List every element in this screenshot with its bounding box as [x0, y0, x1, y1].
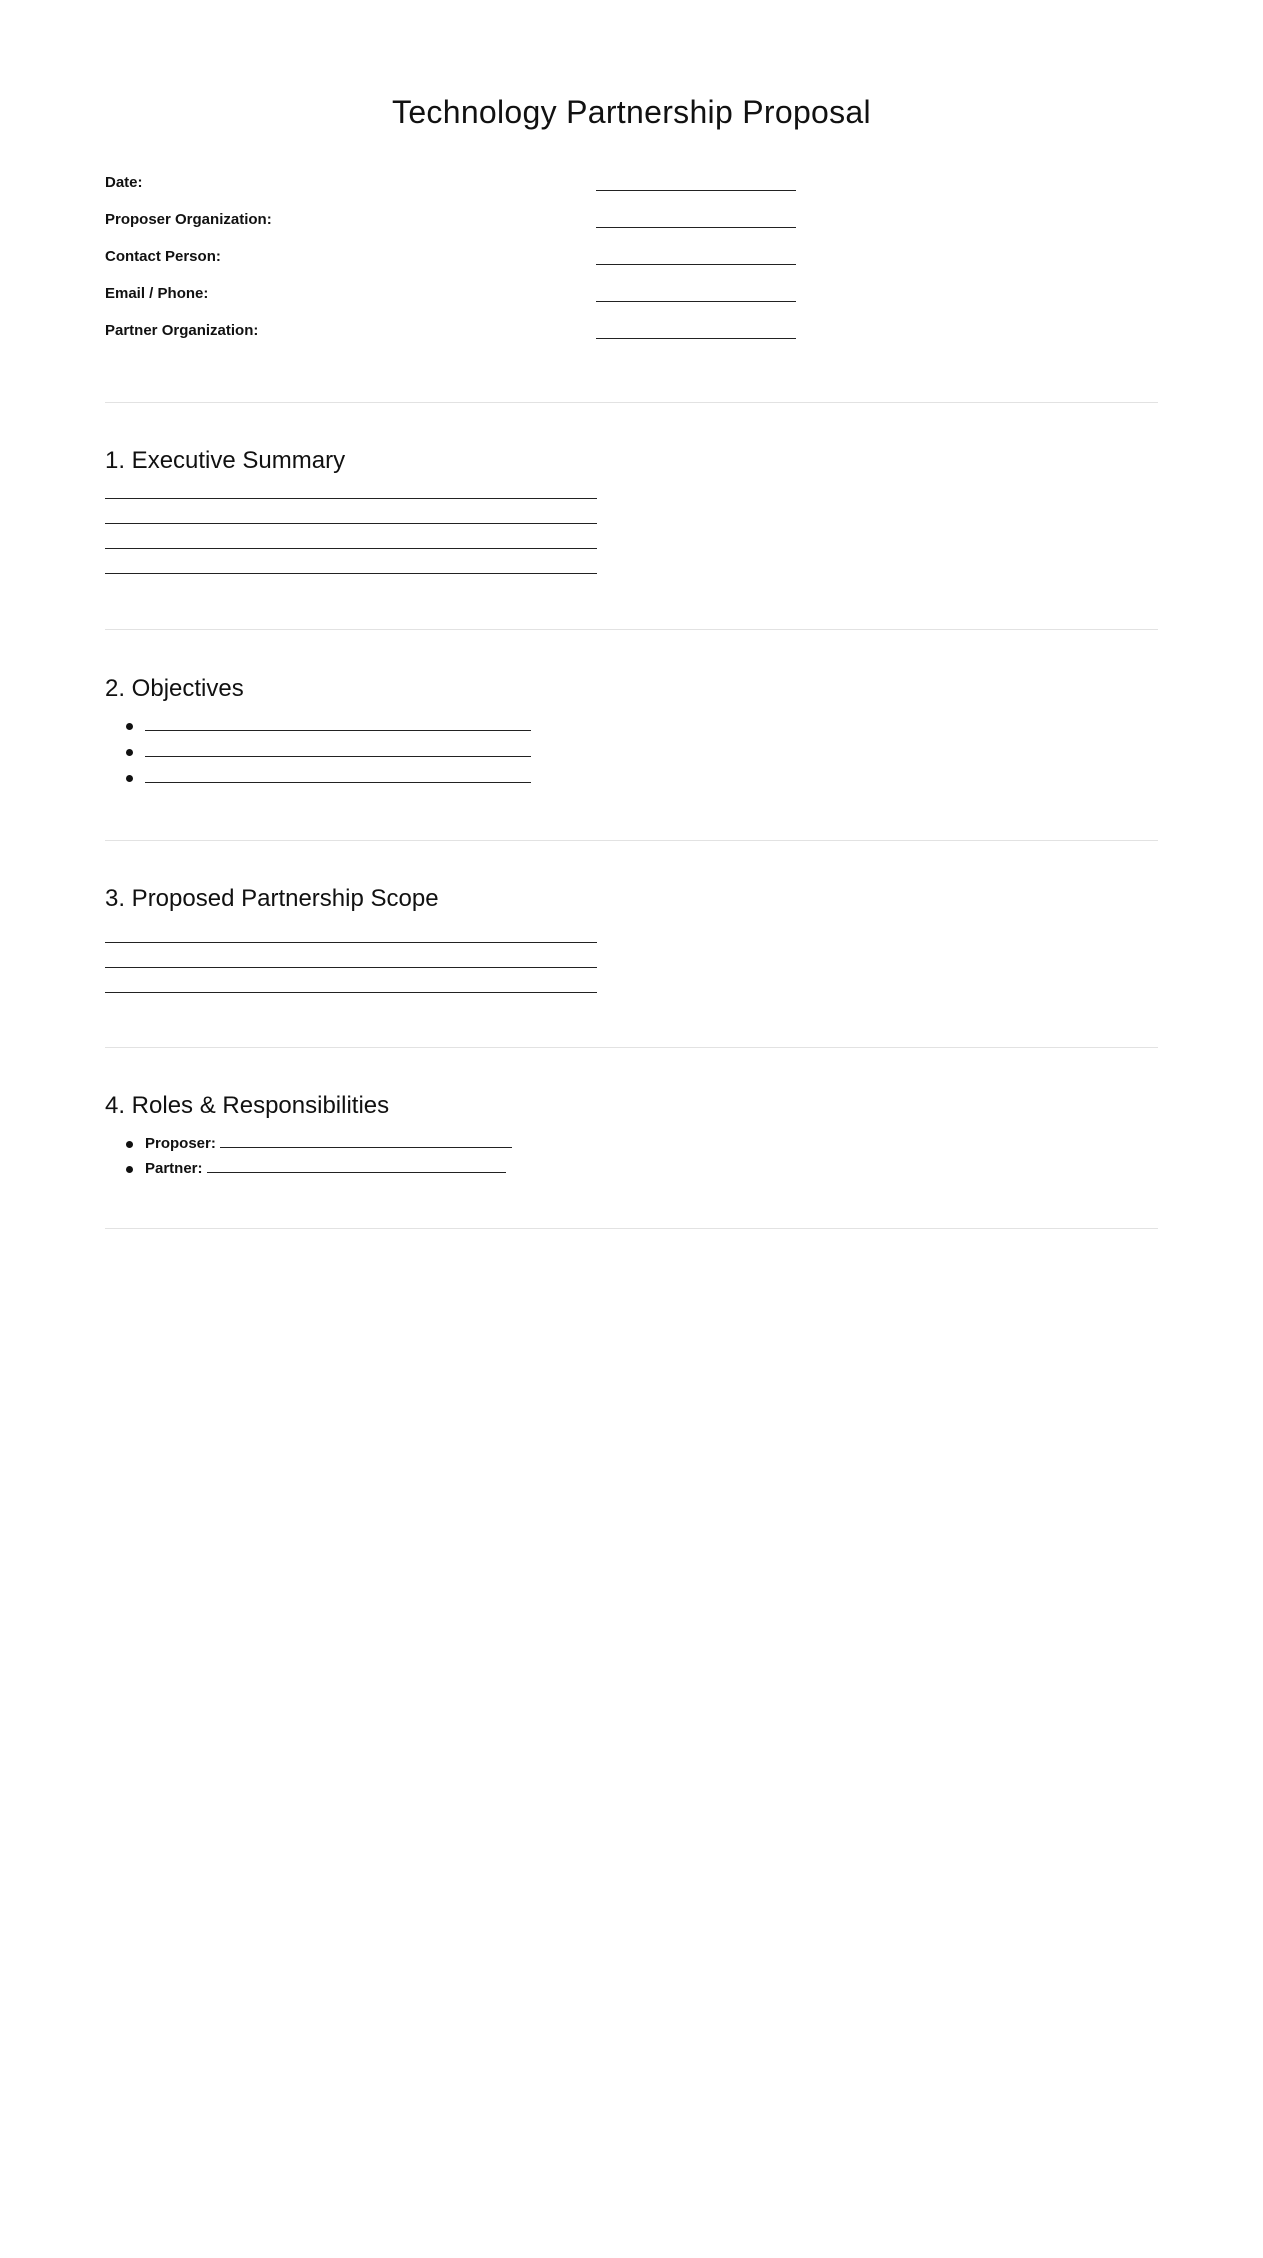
partnership-scope-lines	[105, 914, 1158, 993]
email-phone-blank[interactable]	[596, 301, 796, 302]
proposer-organization-blank[interactable]	[596, 227, 796, 228]
contact-person-row	[105, 248, 1158, 285]
section-divider	[105, 1228, 1158, 1229]
date-blank[interactable]	[596, 190, 796, 191]
write-in-line[interactable]	[105, 942, 597, 943]
executive-summary-lines	[105, 476, 1158, 574]
bullet-icon	[126, 775, 133, 782]
proposer-organization-row	[105, 211, 1158, 248]
bullet-icon	[126, 723, 133, 730]
list-item	[105, 1160, 1158, 1185]
proposer-role-label: Proposer:	[145, 1135, 216, 1152]
list-item	[105, 744, 1158, 770]
proposer-role-blank[interactable]	[220, 1147, 512, 1148]
write-in-line[interactable]	[105, 523, 597, 524]
partnership-scope-heading: 3. Proposed Partnership Scope	[105, 885, 439, 912]
roles-responsibilities-heading: 4. Roles & Responsibilities	[105, 1092, 390, 1119]
date-label: Date:	[105, 174, 143, 191]
write-in-line[interactable]	[105, 992, 597, 993]
executive-summary-section	[105, 403, 1158, 574]
roles-responsibilities-section	[105, 1048, 1158, 1185]
write-in-line[interactable]	[145, 730, 531, 731]
partner-organization-row	[105, 322, 1158, 359]
partnership-scope-section	[105, 841, 1158, 993]
objectives-heading: 2. Objectives	[105, 675, 244, 702]
partner-role-blank[interactable]	[207, 1172, 506, 1173]
bullet-icon	[126, 749, 133, 756]
partner-role-label: Partner:	[145, 1160, 203, 1177]
list-item	[105, 770, 1158, 796]
partner-organization-label: Partner Organization:	[105, 322, 259, 339]
write-in-line[interactable]	[145, 756, 531, 757]
contact-person-blank[interactable]	[596, 264, 796, 265]
list-item	[105, 718, 1158, 744]
roles-list	[105, 1121, 1158, 1185]
proposer-organization-label: Proposer Organization:	[105, 211, 272, 228]
objectives-list	[105, 704, 1158, 796]
document-title: Technology Partnership Proposal	[392, 94, 871, 130]
partner-organization-blank[interactable]	[596, 338, 796, 339]
write-in-line[interactable]	[105, 967, 597, 968]
email-phone-label: Email / Phone:	[105, 285, 209, 302]
list-item	[105, 1135, 1158, 1160]
contact-person-label: Contact Person:	[105, 248, 221, 265]
bullet-icon	[126, 1141, 133, 1148]
bullet-icon	[126, 1166, 133, 1173]
write-in-line[interactable]	[145, 782, 531, 783]
email-phone-row	[105, 285, 1158, 322]
date-row	[105, 174, 1158, 211]
write-in-line[interactable]	[105, 548, 597, 549]
write-in-line[interactable]	[105, 573, 597, 574]
proposal-info-block	[105, 174, 1158, 359]
write-in-line[interactable]	[105, 498, 597, 499]
executive-summary-heading: 1. Executive Summary	[105, 447, 346, 474]
objectives-section	[105, 630, 1158, 796]
